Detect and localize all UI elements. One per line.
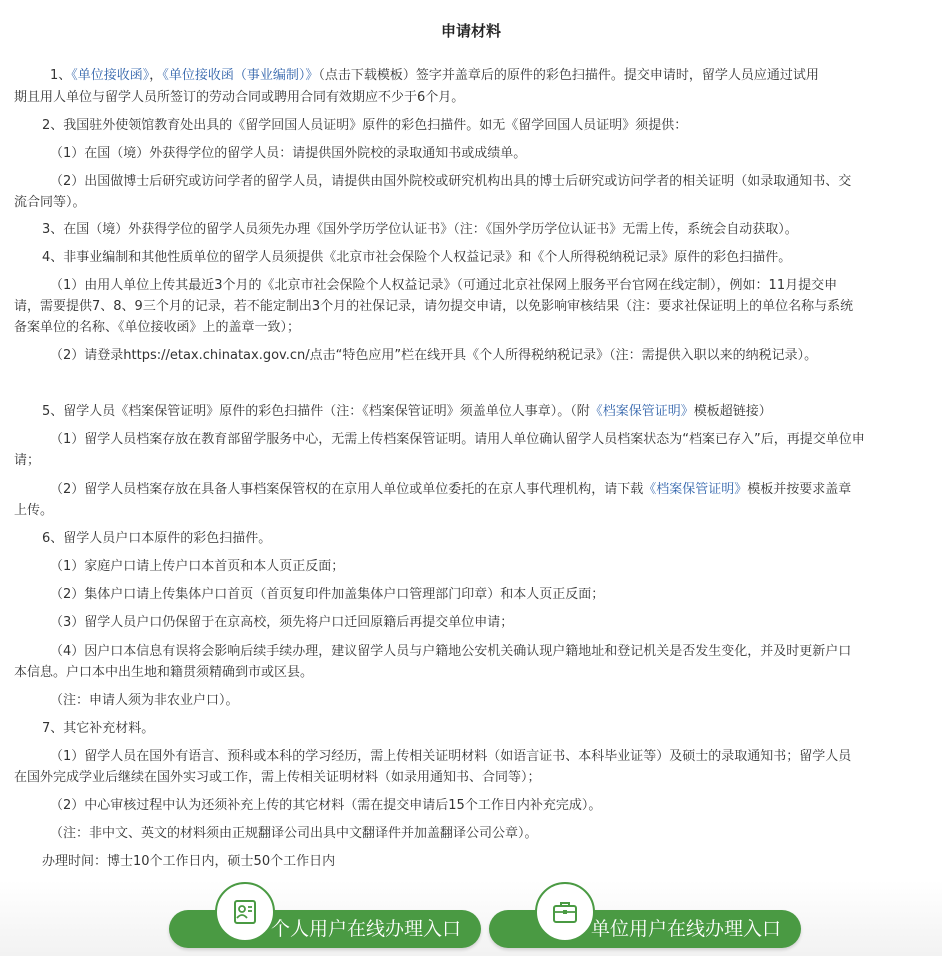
item-6-note: （注：申请人须为非农业户口）。 <box>50 693 239 708</box>
unit-acceptance-letter-link[interactable]: 《单位接收函》 <box>71 68 150 83</box>
item-1-line2: 期且用人单位与留学人员所签订的劳动合同或聘用合同有效期应不少于6个月。 <box>14 90 465 105</box>
id-card-icon <box>215 882 275 942</box>
item-1-text: （点击下载模板）签字并盖章后的原件的彩色扫描件。提交申请时，留学人员应通过试用 <box>318 68 819 83</box>
personal-online-entry-label: 个人用户在线办理入口 <box>271 918 462 940</box>
item-7-2: （2）中心审核过程中认为还须补充上传的其它材料（需在提交申请后15个工作日内补充完成）。 <box>50 798 602 813</box>
item-2-2-line2: 流合同等）。 <box>14 195 86 210</box>
item-5-rest: 模板超链接） <box>693 404 772 419</box>
item-6-4-line2: 本信息。户口本中出生地和籍贯须精确到市或区县。 <box>14 665 314 680</box>
item-5-2-text: （2）留学人员档案存放在具备人事档案保管权的在京用人单位或单位委托的在京人事代理机构，请下载 <box>50 482 644 497</box>
item-7-1: （1）留学人员在国外有语言、预科或本科的学习经历，需上传相关证明材料（如语言证书、本科毕业证等）及硕士的录取通知书；留学人员 <box>50 749 852 764</box>
item-4-1-line2: 请，需要提供7、8、9三个月的记录，若不能定制出3个月的社保记录，请勿提交申请，以免影响审核结果（注：要求社保证明上的单位名称与系统 <box>14 299 854 314</box>
item-1-sep: ， <box>149 68 163 83</box>
item-2-2: （2）出国做博士后研究或访问学者的留学人员，请提供由国外院校或研究机构出具的博士后研究或访问学者的相关证明（如录取通知书、交 <box>50 174 852 189</box>
item-7-note: （注：非中文、英文的材料须由正规翻译公司出具中文翻译件并加盖翻译公司公章）。 <box>50 826 538 841</box>
personal-online-entry-button[interactable] <box>169 910 481 948</box>
item-2-1: （1）在国（境）外获得学位的留学人员：请提供国外院校的录取通知书或成绩单。 <box>50 146 527 161</box>
item-5-1: （1）留学人员档案存放在教育部留学服务中心，无需上传档案保管证明。请用人单位确认留学人员档案状态为“档案已存入”后，再提交单位申 <box>50 432 865 447</box>
item-1 <box>14 66 928 86</box>
archive-certificate-link[interactable]: 《档案保管证明》 <box>589 404 694 419</box>
item-6-4: （4）因户口本信息有误将会影响后续手续办理，建议留学人员与户籍地公安机关确认现户籍地址和登记机关是否发生变化，并及时更新户口 <box>50 644 852 659</box>
item-7-1-line2: 在国外完成学业后继续在国外实习或工作，需上传相关证明材料（如录用通知书、合同等）； <box>14 770 541 785</box>
item-5-2-rest: 模板并按要求盖章 <box>747 482 852 497</box>
unit-online-entry-button[interactable] <box>489 910 801 948</box>
item-4-1: （1）由用人单位上传其最近3个月的《北京市社会保险个人权益记录》（可通过北京社保网上服务平台官网在线定制），例如：11月提交申 <box>50 278 838 293</box>
item-5-1-line2: 请； <box>14 453 41 468</box>
item-4: 4、非事业编制和其他性质单位的留学人员须提供《北京市社会保险个人权益记录》和《个人所得税纳税记录》原件的彩色扫描件。 <box>42 250 792 265</box>
briefcase-icon <box>535 882 595 942</box>
unit-acceptance-letter-public-link[interactable]: 《单位接收函（事业编制）》 <box>162 68 319 83</box>
item-5-text: 5、留学人员《档案保管证明》原件的彩色扫描件（注：《档案保管证明》须盖单位人事章）。（附 <box>42 404 590 419</box>
item-6-2: （2）集体户口请上传集体户口首页（首页复印件加盖集体户口管理部门印章）和本人页正反面； <box>50 587 605 602</box>
page-title: 申请材料 <box>440 22 501 40</box>
item-6-3: （3）留学人员户口仍保留于在京高校，须先将户口迁回原籍后再提交单位申请； <box>50 615 514 630</box>
item-5-2 <box>14 480 928 500</box>
item-5-2-line2: 上传。 <box>14 503 54 518</box>
item-7: 7、其它补充材料。 <box>42 721 155 736</box>
item-6: 6、留学人员户口本原件的彩色扫描件。 <box>42 531 272 546</box>
item-2: 2、我国驻外使领馆教育处出具的《留学回国人员证明》原件的彩色扫描件。如无《留学回国人员证明》须提供： <box>42 118 688 133</box>
unit-online-entry-label: 单位用户在线办理入口 <box>591 918 782 940</box>
item-1-prefix: 1、 <box>50 68 72 83</box>
item-3: 3、在国（境）外获得学位的留学人员须先办理《国外学历学位认证书》（注：《国外学历学位认证书》无需上传，系统会自动获取）。 <box>42 222 798 237</box>
item-5 <box>14 402 928 422</box>
item-6-1: （1）家庭户口请上传户口本首页和本人页正反面； <box>50 559 345 574</box>
archive-certificate-download-link[interactable]: 《档案保管证明》 <box>643 482 748 497</box>
processing-time: 办理时间：博士10个工作日内，硕士50个工作日内 <box>42 854 336 869</box>
item-4-2: （2）请登录https://etax.chinatax.gov.cn/点击“特色应用”栏在线开具《个人所得税纳税记录》（注：需提供入职以来的纳税记录）。 <box>50 348 818 363</box>
item-4-1-line3: 备案单位的名称、《单位接收函》上的盖章一致）； <box>14 320 301 335</box>
